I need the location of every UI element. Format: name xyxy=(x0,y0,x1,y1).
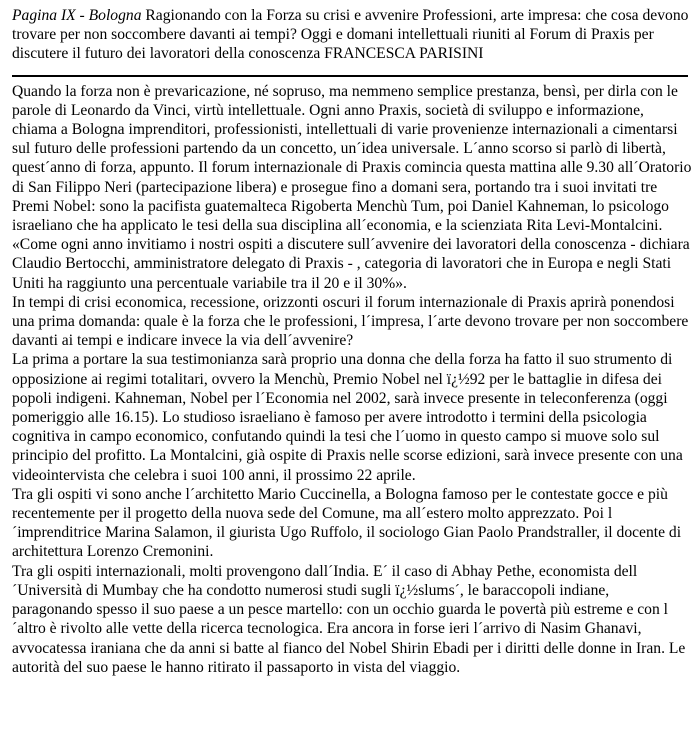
article-body xyxy=(12,82,692,677)
header-divider xyxy=(12,75,688,77)
headline-text: Ragionando con la Forza su crisi e avvenire Professioni, arte impresa: che cosa devono trovare per non soccombere davanti ai tempi? Oggi e domani intellettuali riuniti al Forum di Praxis per discutere il futuro dei lavoratori della conoscenza FRANCESCA PARISINI xyxy=(12,7,689,63)
body-paragraph: Tra gli ospiti vi sono anche l´architetto Mario Cuccinella, a Bologna famoso per le contestate gocce e più recentemente per il progetto della nuova sede del Comune, ma all´estero molto apprezzato. Poi l´imprenditrice Marina Salamon, il giurista Ugo Ruffolo, il sociologo Gian Paolo Prandstraller, il docente di architettura Lorenzo Cremonini. xyxy=(12,485,682,561)
body-paragraph: Tra gli ospiti internazionali, molti provengono dall´India. E´ il caso di Abhay Pethe, economista dell´Università di Mumbay che ha condotto numerosi studi sugli ï¿½slums´, le baraccopoli indiane, paragonando spesso il suo paese a un pesce martello: con un occhio guarda le povertà più estreme e con l´altro è rivolto alle vette della ricerca tecnologica. Era ancora in forse ieri l´arrivo di Nasim Ghanavi, avvocatessa iraniana che da anni si batte al fianco del Nobel Shirin Ebadi per i diritti delle donne in Iran. Le autorità del suo paese le hanno ritirato il passaporto in vista del viaggio. xyxy=(12,562,686,676)
body-paragraph: La prima a portare la sua testimonianza sarà proprio una donna che della forza ha fatto il suo strumento di opposizione ai regimi totalitari, ovvero la Menchù, Premio Nobel nel ï¿½92 per le battaglie in difesa dei popoli indigeni. Kahneman, Nobel per l´Economia nel 2002, sarà invece presente in teleconferenza (oggi pomeriggio alle 16.15). Lo studioso israeliano è famoso per avere introdotto i termini della psicologia cognitiva in campo economico, confutando quindi la tesi che l´uomo in questo campo si muove solo sul principio del profitto. La Montalcini, già ospite di Praxis nelle scorse edizioni, sarà invece presente con una videointervista che celebra i suoi 100 anni, il prossimo 22 aprile. xyxy=(12,351,683,484)
article-page xyxy=(12,6,692,677)
section-label: Pagina IX - Bologna xyxy=(12,7,142,24)
article-header xyxy=(12,6,692,64)
body-paragraph: Quando la forza non è prevaricazione, né sopruso, ma nemmeno semplice prestanza, bensì, per dirla con le parole di Leonardo da Vinci, virtù intellettuale. Ogni anno Praxis, società di sviluppo e informazione, chiama a Bologna imprenditori, professionisti, intellettuali di varie provenienze internazionali a cimentarsi sul futuro delle professioni partendo da un concetto, un´idea universale. L´anno scorso si parlò di libertà, quest´anno di forza, appunto. Il forum internazionale di Praxis comincia questa mattina alle 9.30 all´Oratorio di San Filippo Neri (partecipazione libera) e prosegue fino a domani sera, portando tra i suoi invitati tre Premi Nobel: sono la pacifista guatemalteca Rigoberta Menchù Tum, poi Daniel Kahneman, lo psicologo israeliano che ha applicato le tesi della sua disciplina all´economia, e la scienziata Rita Levi-Montalcini. xyxy=(12,82,692,235)
body-paragraph: «Come ogni anno invitiamo i nostri ospiti a discutere sull´avvenire dei lavoratori della conoscenza - dichiara Claudio Bertocchi, amministratore delegato di Praxis - , categoria di lavoratori che in Europa e negli Stati Uniti ha raggiunto una percentuale variabile tra il 20 e il 30%». xyxy=(12,236,690,292)
body-paragraph: In tempi di crisi economica, recessione, orizzonti oscuri il forum internazionale di Praxis aprirà ponendosi una prima domanda: quale è la forza che le professioni, l´impresa, l´arte devono trovare per non soccombere davanti ai tempi e indicare invece la via dell´avvenire? xyxy=(12,293,689,350)
